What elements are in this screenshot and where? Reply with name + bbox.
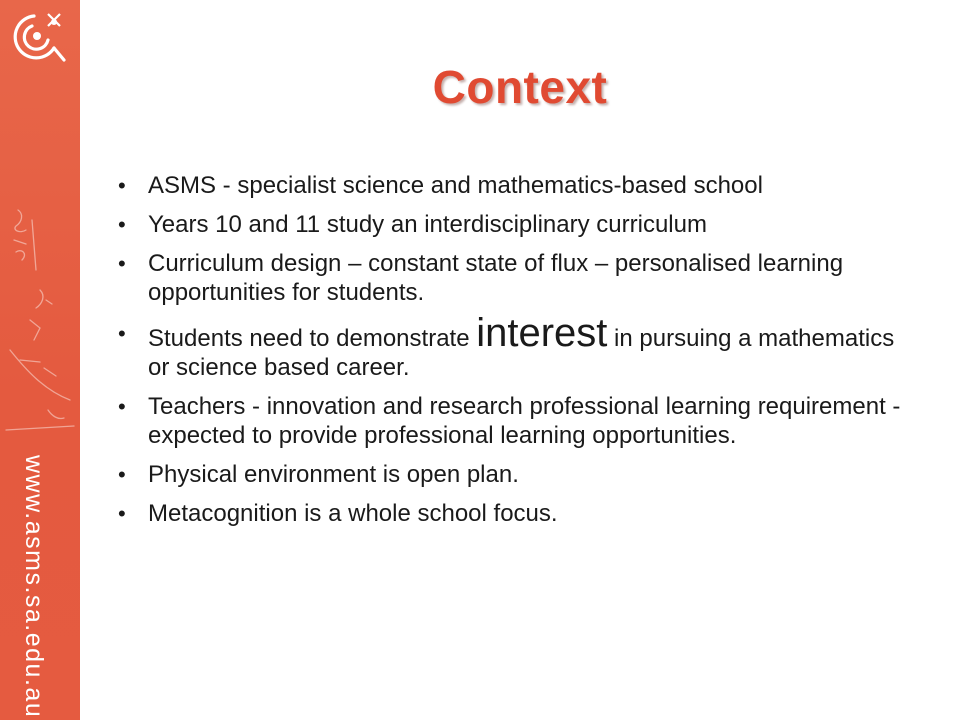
bullet-text-after: in pursuing a mathematics or science based career. (148, 325, 895, 381)
bullet-text: Physical environment is open plan. (148, 461, 519, 488)
bullet-item (118, 460, 918, 489)
bullet-text: Years 10 and 11 study an interdisciplinary curriculum (148, 211, 707, 238)
slide-title: Context (432, 61, 608, 113)
bullet-item (118, 499, 918, 528)
bullet-item (118, 249, 918, 307)
bullet-item (118, 171, 918, 200)
website-url-label: www.asms.sa.edu.au (20, 455, 48, 719)
bullet-text: Curriculum design – constant state of flux – personalised learning opportunities for students. (148, 250, 844, 306)
emphasized-word: interest (476, 311, 608, 355)
bullet-text: ASMS - specialist science and mathematics-based school (148, 172, 763, 199)
school-logo-icon (4, 6, 70, 68)
bullet-text: Metacognition is a whole school focus. (148, 500, 558, 527)
bullet-text: Teachers - innovation and research professional learning requirement - expected to provide professional learning opportunities. (148, 393, 901, 449)
bullet-item (118, 392, 918, 450)
bullet-list (118, 171, 918, 528)
decorative-math-scribble-icon (0, 200, 80, 460)
bullet-item (118, 311, 918, 382)
sidebar-banner (0, 0, 80, 720)
bullet-item (118, 210, 918, 239)
bullet-text-before: Students need to demonstrate (148, 325, 477, 352)
